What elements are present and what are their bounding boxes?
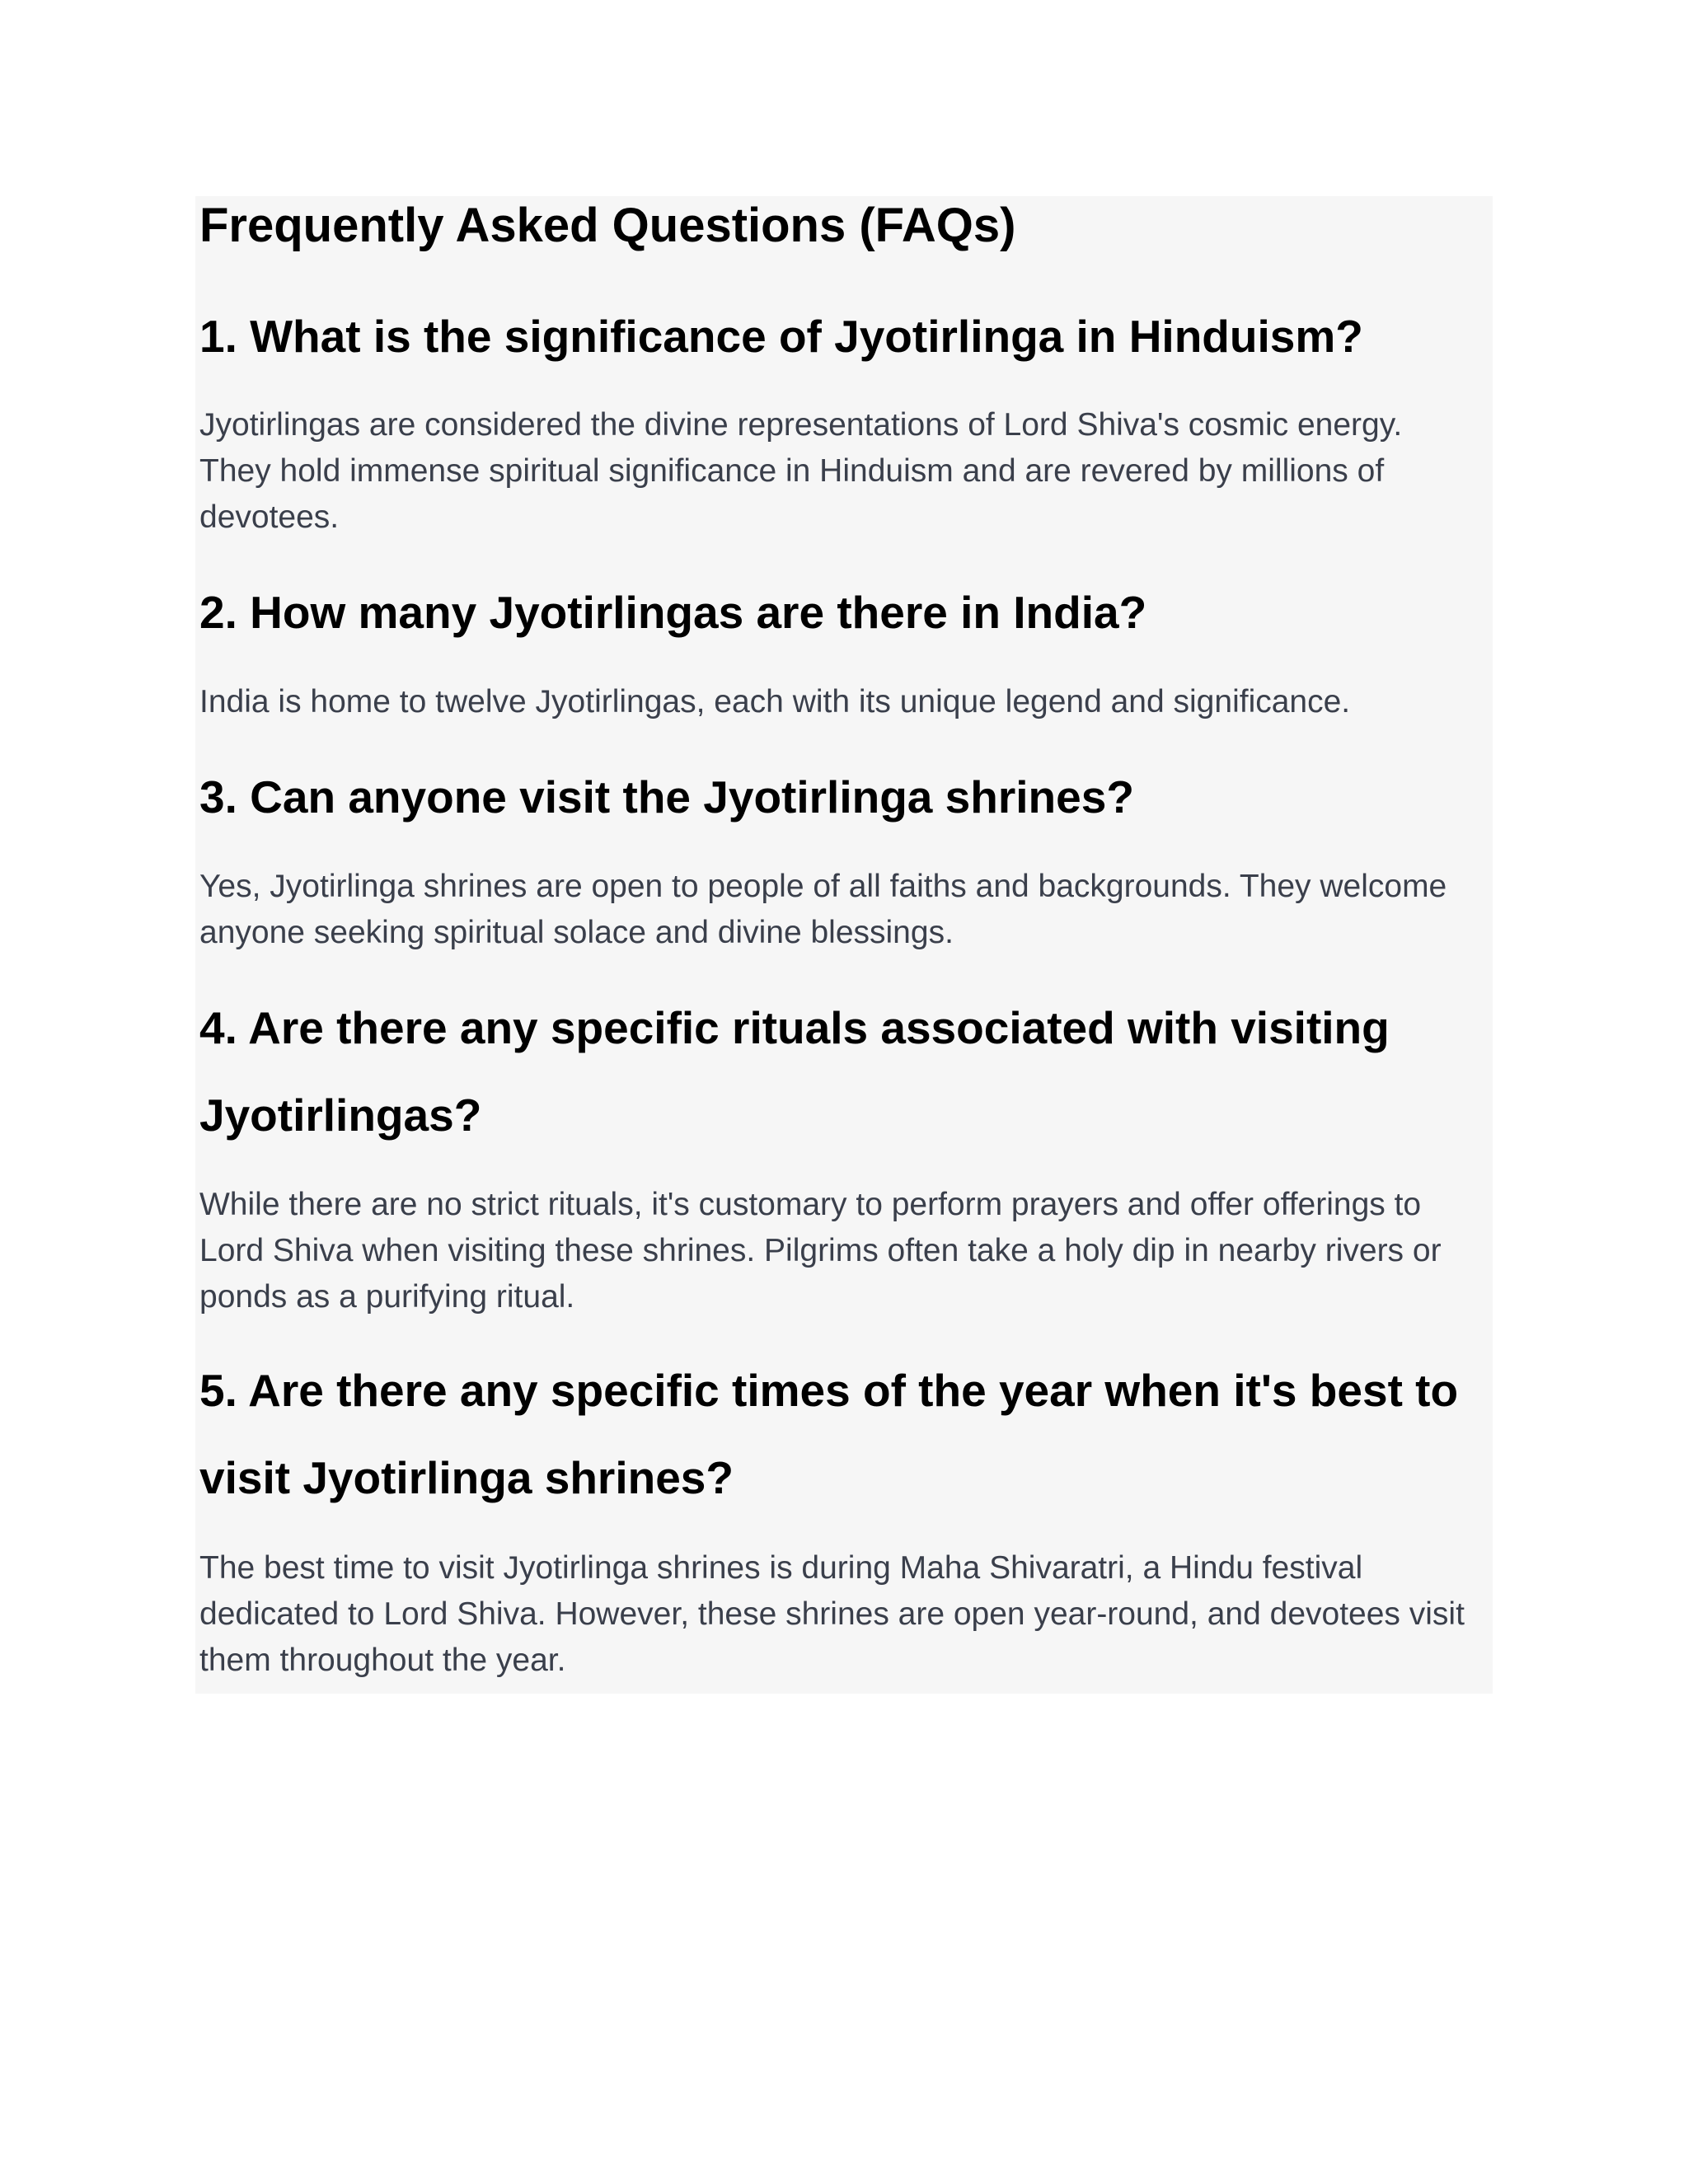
faq-answer-line: ponds as a purifying ritual. bbox=[199, 1279, 575, 1315]
faq-section bbox=[195, 196, 1493, 1694]
faq-question-3 bbox=[199, 753, 1134, 841]
faq-question-5 bbox=[199, 1347, 1458, 1521]
faq-answer-2 bbox=[199, 679, 1493, 725]
faq-question-line: Jyotirlingas? bbox=[199, 1090, 482, 1141]
faq-answer-line: India is home to twelve Jyotirlingas, each with its unique legend and significance. bbox=[199, 684, 1351, 719]
faq-answer-4 bbox=[199, 1182, 1493, 1320]
faq-question-2 bbox=[199, 569, 1146, 656]
faq-answer-line: anyone seeking spiritual solace and divine blessings. bbox=[199, 915, 954, 950]
faq-answer-line: Lord Shiva when visiting these shrines. Pilgrims often take a holy dip in nearby rivers or bbox=[199, 1233, 1442, 1268]
faq-answer-line: They hold immense spiritual significance in Hinduism and are revered by millions of bbox=[199, 453, 1385, 489]
faq-question-line: 3. Can anyone visit the Jyotirlinga shrines? bbox=[199, 771, 1134, 823]
faq-answer-line: While there are no strict rituals, it's customary to perform prayers and offer offerings to bbox=[199, 1187, 1422, 1222]
faq-question-line: 5. Are there any specific times of the year when it's best to bbox=[199, 1365, 1459, 1416]
faq-question-4 bbox=[199, 984, 1390, 1159]
faq-answer-line: them throughout the year. bbox=[199, 1643, 566, 1678]
faq-answer-line: devotees. bbox=[199, 499, 340, 535]
faq-answer-3 bbox=[199, 864, 1493, 956]
faq-question-line: 2. How many Jyotirlingas are there in India? bbox=[199, 587, 1147, 638]
faq-question-line: visit Jyotirlinga shrines? bbox=[199, 1452, 734, 1503]
faq-question-line: 4. Are there any specific rituals associated with visiting bbox=[199, 1002, 1390, 1053]
faq-answer-line: The best time to visit Jyotirlinga shrines is during Maha Shivaratri, a Hindu festival bbox=[199, 1550, 1363, 1586]
faq-answer-1 bbox=[199, 402, 1493, 541]
faq-answer-5 bbox=[199, 1545, 1493, 1684]
faq-question-1 bbox=[199, 293, 1363, 380]
faq-answer-line: Yes, Jyotirlinga shrines are open to people of all faiths and backgrounds. They welcome bbox=[199, 869, 1447, 904]
faq-question-line: 1. What is the significance of Jyotirlinga in Hinduism? bbox=[199, 311, 1363, 362]
faq-answer-line: Jyotirlingas are considered the divine representations of Lord Shiva's cosmic energy. bbox=[199, 407, 1403, 443]
faq-title: Frequently Asked Questions (FAQs) bbox=[199, 199, 1016, 252]
faq-answer-line: dedicated to Lord Shiva. However, these shrines are open year-round, and devotees visit bbox=[199, 1596, 1465, 1632]
